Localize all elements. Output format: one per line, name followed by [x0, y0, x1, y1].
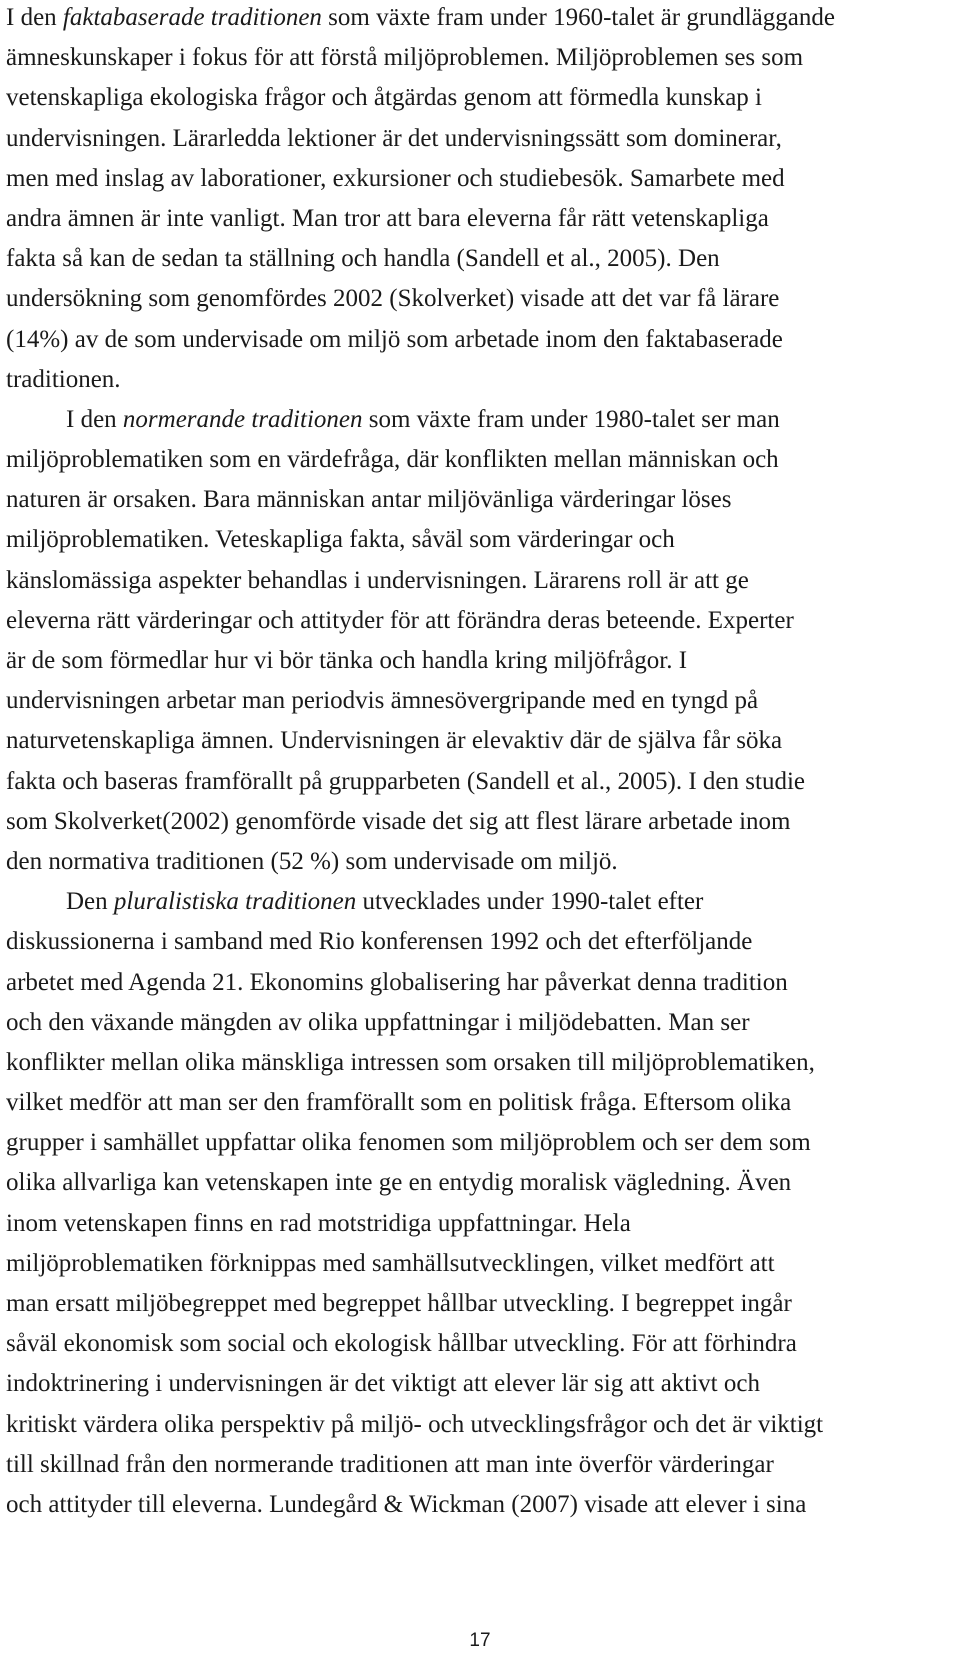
line-text: vetenskapliga ekologiska frågor och åtgärdas genom att förmedla kunskap i	[6, 84, 763, 112]
text-line	[6, 320, 918, 360]
line-text: andra ämnen är inte vanligt. Man tror att bara eleverna får rätt vetenskapliga	[6, 204, 769, 232]
text-line	[6, 1485, 918, 1525]
line-text: grupper i samhället uppfattar olika fenomen som miljöproblem och ser dem som	[6, 1129, 811, 1157]
line-text: men med inslag av laborationer, exkursioner och studiebesök. Samarbete med	[6, 164, 785, 192]
line-text: till skillnad från den normerande traditionen att man inte överför värderingar	[6, 1450, 774, 1478]
text-line	[6, 1043, 918, 1083]
text-line	[6, 1405, 918, 1445]
line-text: undervisningen arbetar man periodvis ämnesövergripande med en tyngd på	[6, 687, 759, 715]
text-line	[6, 400, 918, 440]
text-line	[6, 802, 918, 842]
line-text: indoktrinering i undervisningen är det viktigt att elever lär sig att aktivt och	[6, 1370, 760, 1398]
line-text: och attityder till eleverna. Lundegård & Wickman (2007) visade att elever i sina	[6, 1490, 807, 1518]
line-text: man ersatt miljöbegreppet med begreppet hållbar utveckling. I begreppet ingår	[6, 1290, 792, 1317]
line-text: fakta så kan de sedan ta ställning och handla (Sandell et al., 2005). Den	[6, 245, 720, 273]
line-text: såväl ekonomisk som social och ekologisk hållbar utveckling. För att förhindra	[6, 1330, 797, 1358]
text-line	[6, 922, 918, 962]
line-text: inom vetenskapen finns en rad motstridiga uppfattningar. Hela	[6, 1209, 631, 1237]
line-text: känslomässiga aspekter behandlas i undervisningen. Lärarens roll är att ge	[6, 566, 749, 594]
line-text-before-emphasis: Den	[66, 888, 114, 916]
text-line	[6, 480, 918, 520]
text-line	[6, 842, 918, 882]
line-text: eleverna rätt värderingar och attityder för att förändra deras beteende. Experter	[6, 606, 794, 634]
text-line	[6, 239, 918, 279]
text-line	[6, 0, 918, 38]
line-text: undervisningen. Lärarledda lektioner är det undervisningssätt som dominerar,	[6, 124, 782, 152]
text-line	[6, 1083, 918, 1123]
line-text: diskussionerna i samband med Rio konferensen 1992 och det efterföljande	[6, 928, 753, 956]
line-text: undersökning som genomfördes 2002 (Skolverket) visade att det var få lärare	[6, 285, 780, 313]
text-line	[6, 360, 918, 400]
line-text: ämneskunskaper i fokus för att förstå miljöproblemen. Miljöproblemen ses som	[6, 44, 804, 72]
text-line	[6, 1284, 918, 1324]
line-text: den normativa traditionen (52 %) som undervisade om miljö.	[6, 847, 618, 875]
line-text: miljöproblematiken förknippas med samhällsutvecklingen, vilket medfört att	[6, 1249, 775, 1277]
line-text: miljöproblematiken som en värdefråga, där konflikten mellan människan och	[6, 446, 779, 474]
text-line	[6, 1163, 918, 1203]
emphasized-term: normerande traditionen	[122, 405, 363, 433]
line-text: är de som förmedlar hur vi bör tänka och handla kring miljöfrågor. I	[6, 647, 688, 674]
body-text	[6, 0, 918, 1525]
text-line	[6, 199, 918, 239]
text-line	[6, 279, 918, 319]
text-line	[6, 1204, 918, 1244]
text-line	[6, 601, 918, 641]
text-line	[6, 762, 918, 802]
text-line	[6, 159, 918, 199]
line-text: konflikter mellan olika mänskliga intressen som orsaken till miljöproblematiken,	[6, 1048, 815, 1076]
text-line	[6, 1364, 918, 1404]
line-text: fakta och baseras framförallt på grupparbeten (Sandell et al., 2005). I den studie	[6, 767, 805, 795]
page-number: 17	[469, 1630, 491, 1651]
text-line	[6, 520, 918, 560]
text-line	[6, 440, 918, 480]
line-text: miljöproblematiken. Veteskapliga fakta, såväl som värderingar och	[6, 526, 675, 554]
line-text: som Skolverket(2002) genomförde visade det sig att flest lärare arbetade inom	[6, 807, 791, 835]
text-line	[6, 1324, 918, 1364]
line-text-before-emphasis: I den	[6, 4, 63, 31]
line-text-after-emphasis: som växte fram under 1960-talet är grundläggande	[321, 4, 835, 31]
line-text-before-emphasis: I den	[66, 405, 123, 433]
line-text: vilket medför att man ser den framförallt som en politisk fråga. Eftersom olika	[6, 1089, 792, 1117]
line-text-after-emphasis: utvecklades under 1990-talet efter	[356, 888, 704, 916]
emphasized-term: faktabaserade traditionen	[62, 4, 322, 31]
line-text: och den växande mängden av olika uppfattningar i miljödebatten. Man ser	[6, 1008, 750, 1036]
text-line	[6, 681, 918, 721]
text-line	[6, 38, 918, 78]
line-text: (14%) av de som undervisade om miljö som arbetade inom den faktabaserade	[6, 325, 783, 353]
emphasized-term: pluralistiska traditionen	[113, 888, 357, 916]
line-text-after-emphasis: som växte fram under 1980-talet ser man	[362, 405, 780, 433]
line-text: arbetet med Agenda 21. Ekonomins globalisering har påverkat denna tradition	[6, 968, 788, 996]
text-line	[6, 1244, 918, 1284]
text-line	[6, 119, 918, 159]
text-line	[6, 882, 918, 922]
line-text: kritiskt värdera olika perspektiv på miljö- och utvecklingsfrågor och det är viktigt	[6, 1410, 824, 1438]
text-line	[6, 78, 918, 118]
text-line	[6, 561, 918, 601]
line-text: naturen är orsaken. Bara människan antar miljövänliga värderingar löses	[6, 486, 732, 514]
line-text: traditionen.	[6, 365, 121, 393]
text-line	[6, 1003, 918, 1043]
line-text: naturvetenskapliga ämnen. Undervisningen är elevaktiv där de själva får söka	[6, 727, 783, 755]
text-line	[6, 963, 918, 1003]
text-line	[6, 1123, 918, 1163]
line-text: olika allvarliga kan vetenskapen inte ge en entydig moralisk vägledning. Även	[6, 1169, 792, 1197]
text-line	[6, 641, 918, 681]
text-line	[6, 1445, 918, 1485]
text-line	[6, 721, 918, 761]
